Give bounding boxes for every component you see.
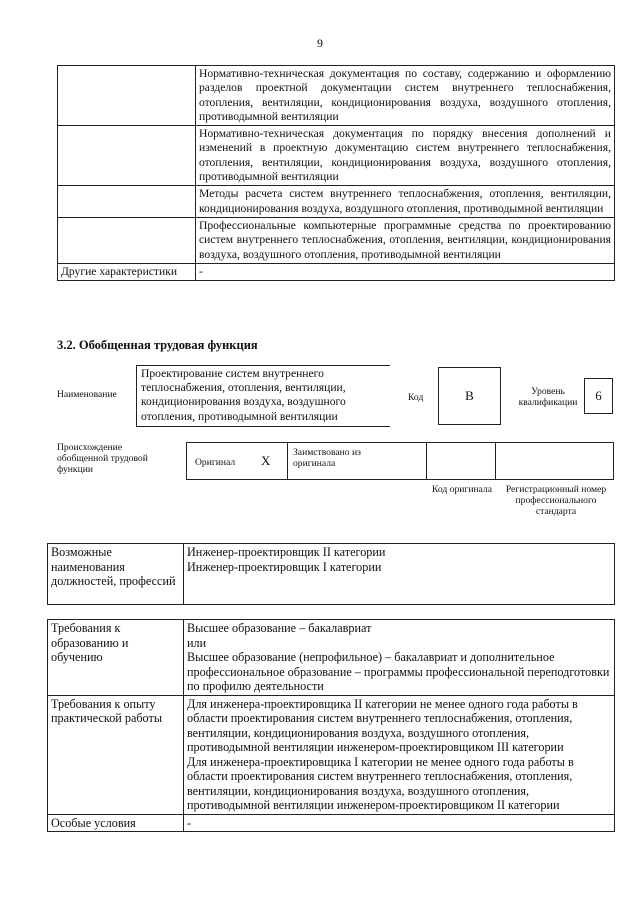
- row-label: Требования к опыту практической работы: [48, 695, 184, 814]
- reg-number-cell: [496, 442, 614, 480]
- table-row: [58, 126, 615, 186]
- code-value: B: [465, 388, 474, 403]
- row-label: Требования к образованию и обучению: [48, 620, 184, 696]
- table-row: [58, 66, 615, 126]
- row-value: Нормативно-техническая документация по составу, содержанию и оформлению разделов проектной документации систем внутреннего теплоснабжения, отопления, вентиляции, кондиционирования воздуха, воздушного отопления, противодымной вентиляции: [196, 66, 615, 126]
- name-value: Проектирование систем внутреннего теплоснабжения, отопления, вентиляции, кондиционирования воздуха, воздушного отопления, противодымной вентиляции: [141, 367, 346, 423]
- requirement-line: Высшее образование – бакалавриат: [187, 621, 372, 635]
- original-cell: [186, 442, 287, 480]
- requirements-table: [47, 619, 615, 832]
- row-value: Профессиональные компьютерные программные средства по проектированию систем внутреннего теплоснабжения, отопления, вентиляции, кондиционирования воздуха, воздушного отопления, противодымной вентиляции: [196, 217, 615, 263]
- table-row: [58, 217, 615, 263]
- table-row: [48, 814, 615, 832]
- original-label: Оригинал: [195, 457, 236, 468]
- row-label: [58, 66, 196, 126]
- row-value: [184, 695, 615, 814]
- code-label: Код: [408, 392, 424, 403]
- row-value: [184, 620, 615, 696]
- row-value: -: [196, 263, 615, 280]
- borrowed-cell: [287, 442, 427, 480]
- row-value: [184, 544, 615, 605]
- row-label: [58, 126, 196, 186]
- original-mark: X: [261, 453, 271, 468]
- name-value-box: [136, 365, 390, 427]
- table-row: [48, 544, 615, 605]
- table-row: [48, 620, 615, 696]
- table-row: [58, 263, 615, 280]
- level-value: 6: [595, 388, 602, 403]
- row-label: Возможные наименования должностей, профессий: [48, 544, 184, 605]
- requirement-line: или: [187, 635, 207, 650]
- row-value: Нормативно-техническая документация по порядку внесения дополнений и изменений в проектную документацию систем внутреннего теплоснабжения, отопления, вентиляции, кондиционирования воздуха, воздушного отопления, противодымной вентиляции: [196, 126, 615, 186]
- requirement-line: Для инженера-проектировщика I категории не менее одного года работы в области проектирования систем внутреннего теплоснабжения, отопления, вентиляции, кондиционирования воздуха, воздушного отопления, противодымной вентиляции инженером-проектировщиком II категории: [187, 754, 574, 812]
- knowledge-table: [57, 65, 615, 281]
- row-label: Особые условия: [48, 814, 184, 832]
- row-label: [58, 217, 196, 263]
- row-label: Другие характеристики: [58, 263, 196, 280]
- borrowed-label: Заимствовано из оригинала: [293, 447, 361, 469]
- name-label: Наименование: [57, 389, 117, 400]
- table-row: [58, 186, 615, 218]
- positions-table: [47, 543, 615, 605]
- level-box: [584, 378, 613, 414]
- requirement-line: Для инженера-проектировщика II категории не менее одного года работы в области проектирования систем внутреннего теплоснабжения, отопления, вентиляции, кондиционирования воздуха, воздушного отопления, противодымной вентиляции инженером-проектировщиком III категории: [187, 696, 578, 754]
- requirement-line: Высшее образование (непрофильное) – бакалавриат и дополнительное профессиональное образование – программы профессиональной переподготовки по профилю деятельности: [187, 650, 610, 693]
- section-title: 3.2. Обобщенная трудовая функция: [57, 338, 258, 352]
- origin-label: Происхождение обобщенной трудовой функции: [57, 442, 148, 475]
- position-item: Инженер-проектировщик I категории: [187, 559, 382, 574]
- code-caption: Код оригинала: [431, 484, 493, 495]
- page-number: 9: [317, 36, 323, 50]
- code-box: [438, 367, 501, 425]
- original-code-cell: [427, 442, 496, 480]
- origin-boxes: [186, 442, 614, 480]
- reg-caption: Регистрационный номер профессионального стандарта: [505, 484, 607, 517]
- table-row: [48, 695, 615, 814]
- position-item: Инженер-проектировщик II категории: [187, 545, 386, 559]
- row-value: [184, 814, 615, 832]
- level-label: Уровень квалификации: [518, 386, 578, 408]
- requirement-line: -: [187, 815, 192, 830]
- row-value: Методы расчета систем внутреннего теплоснабжения, отопления, вентиляции, кондиционирования воздуха, воздушного отопления, противодымной вентиляции: [196, 186, 615, 218]
- row-label: [58, 186, 196, 218]
